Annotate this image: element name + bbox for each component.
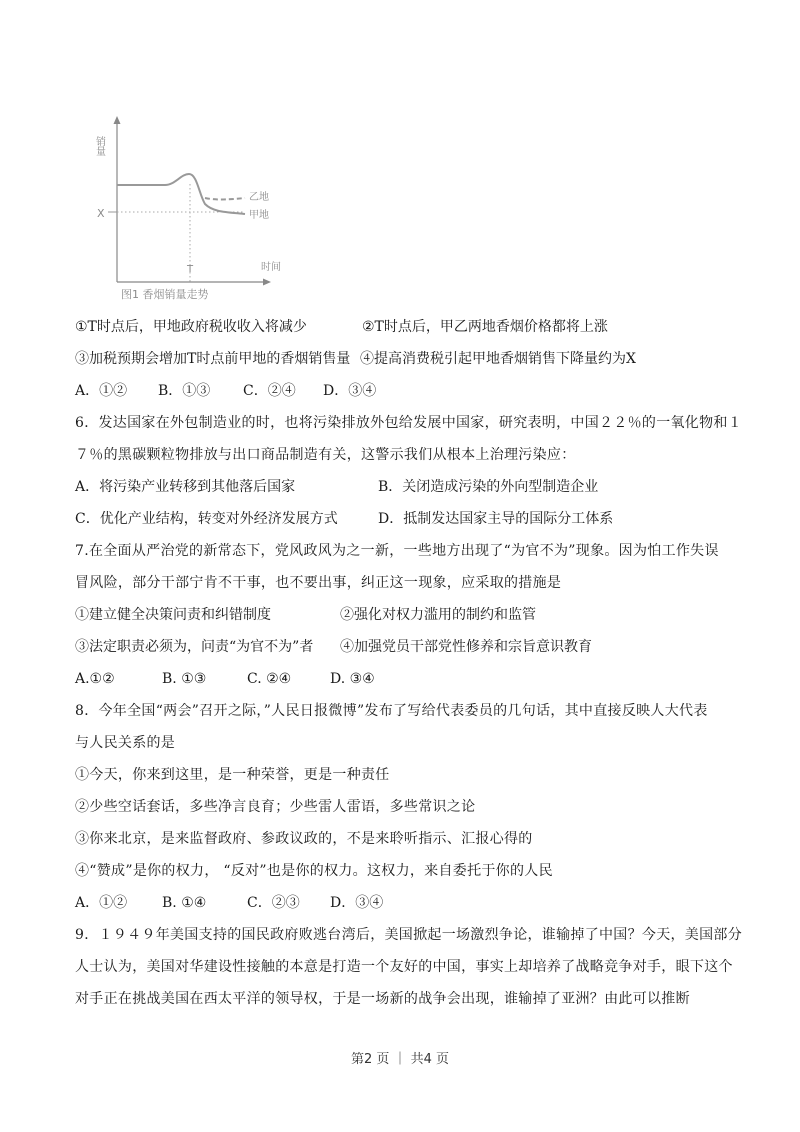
page-footer: 第2 页 ｜ 共4 页 [350, 1052, 450, 1067]
q8-choice-c: C．②③ [247, 895, 300, 911]
q6-stem-line-2: ７％的黑碳颗粒物排放与出口商品制造有关，这警示我们从根本上治理污染应： [75, 447, 576, 463]
q9-stem-line-3: 对手正在挑战美国在西太平洋的领导权，于是一场新的战争会出现，谁输掉了亚洲？由此可以推断 [75, 991, 690, 1007]
q7-choice-c: C. ②④ [247, 671, 292, 687]
series-b-label: 乙地 [249, 192, 269, 203]
x-axis-label: 时间 [261, 262, 281, 273]
q8-item-3: ③你来北京，是来监督政府、参政议政的，不是来聆听指示、汇报心得的 [75, 831, 533, 847]
q6-choice-d: D．抵制发达国家主导的国际分工体系 [378, 511, 614, 527]
q6-choice-c: C．优化产业结构，转变对外经济发展方式 [75, 511, 338, 527]
q6-choice-a: A．将污染产业转移到其他落后国家 [75, 479, 296, 495]
q7-option-1: ①建立健全决策问责和纠错制度 [75, 607, 271, 623]
q7-option-2: ②强化对权力滥用的制约和监管 [340, 607, 536, 623]
q7-choice-d: D. ③④ [330, 671, 375, 687]
q8-stem-line-2: 与人民关系的是 [75, 735, 176, 751]
series-a-label: 甲地 [249, 210, 269, 221]
q6-stem-line-1: 6．发达国家在外包制造业的时，也将污染排放外包给发展中国家，研究表明，中国２２％的一氧化物和１ [75, 415, 743, 431]
q5-choice-d: D．③④ [323, 383, 377, 399]
q5-choice-a: A．①② [75, 383, 128, 399]
q7-choice-a: A.①② [75, 671, 115, 687]
q7-stem-line-1: 7.在全面从严治党的新常态下，党风政风为之一新，一些地方出现了“为官不为”现象。因为怕工作失误 [75, 543, 719, 559]
q8-item-4: ④“赞成”是你的权力， “反对”也是你的权力。这权力，来自委托于你的人民 [75, 863, 553, 879]
q8-stem-line-1: 8．今年全国“两会”召开之际，”人民日报微博”发布了写给代表委员的几句话，其中直接反映人大代表 [75, 703, 708, 719]
q8-item-1: ①今天，你来到这里，是一种荣誉，更是一种责任 [75, 767, 390, 783]
q5-option-1: ①T时点后，甲地政府税收收入将减少 [75, 319, 307, 335]
q5-option-3: ③加税预期会增加T时点前甲地的香烟销售量 [75, 351, 351, 367]
q5-option-4: ④提高消费税引起甲地香烟销售下降量约为X [360, 351, 636, 367]
q9-stem-line-1: 9．１９４９年美国支持的国民政府败逃台湾后，美国掀起一场激烈争论，谁输掉了中国？今天，美国部分 [75, 927, 743, 943]
sales-trend-figure [95, 112, 300, 312]
q7-option-3: ③法定职责必须为，问责“为官不为”者 [75, 639, 314, 655]
q6-choice-b: B．关闭造成污染的外向型制造企业 [378, 479, 599, 495]
q9-stem-line-2: 人士认为，美国对华建设性接触的本意是打造一个友好的中国，事实上却培养了战略竞争对手，眼下这个 [75, 959, 733, 975]
x-axis-arrow [263, 279, 271, 286]
x-marker-label: T [187, 264, 194, 275]
series-b-line [205, 198, 245, 200]
q8-choice-a: A．①② [75, 895, 128, 911]
q7-choice-b: B. ①③ [162, 671, 207, 687]
q5-choice-c: C．②④ [243, 383, 296, 399]
figure-caption: 图1 香烟销量走势 [121, 288, 209, 301]
y-axis-arrow [114, 116, 121, 124]
series-a-line [117, 174, 245, 214]
y-marker-label: X [97, 207, 105, 220]
q7-stem-line-2: 冒风险，部分干部宁肯不干事，也不要出事，纠正这一现象，应采取的措施是 [75, 575, 562, 591]
q5-option-2: ②T时点后，甲乙两地香烟价格都将上涨 [362, 319, 608, 335]
q5-choice-b: B．①③ [158, 383, 211, 399]
q8-choice-d: D．③④ [330, 895, 384, 911]
q7-option-4: ④加强党员干部党性修养和宗旨意识教育 [340, 639, 592, 655]
q8-item-2: ②少些空话套话，多些净言良育；少些雷人雷语，多些常识之论 [75, 799, 476, 815]
q8-choice-b: B. ①④ [162, 895, 207, 911]
y-axis-label: 销量 [93, 136, 105, 156]
